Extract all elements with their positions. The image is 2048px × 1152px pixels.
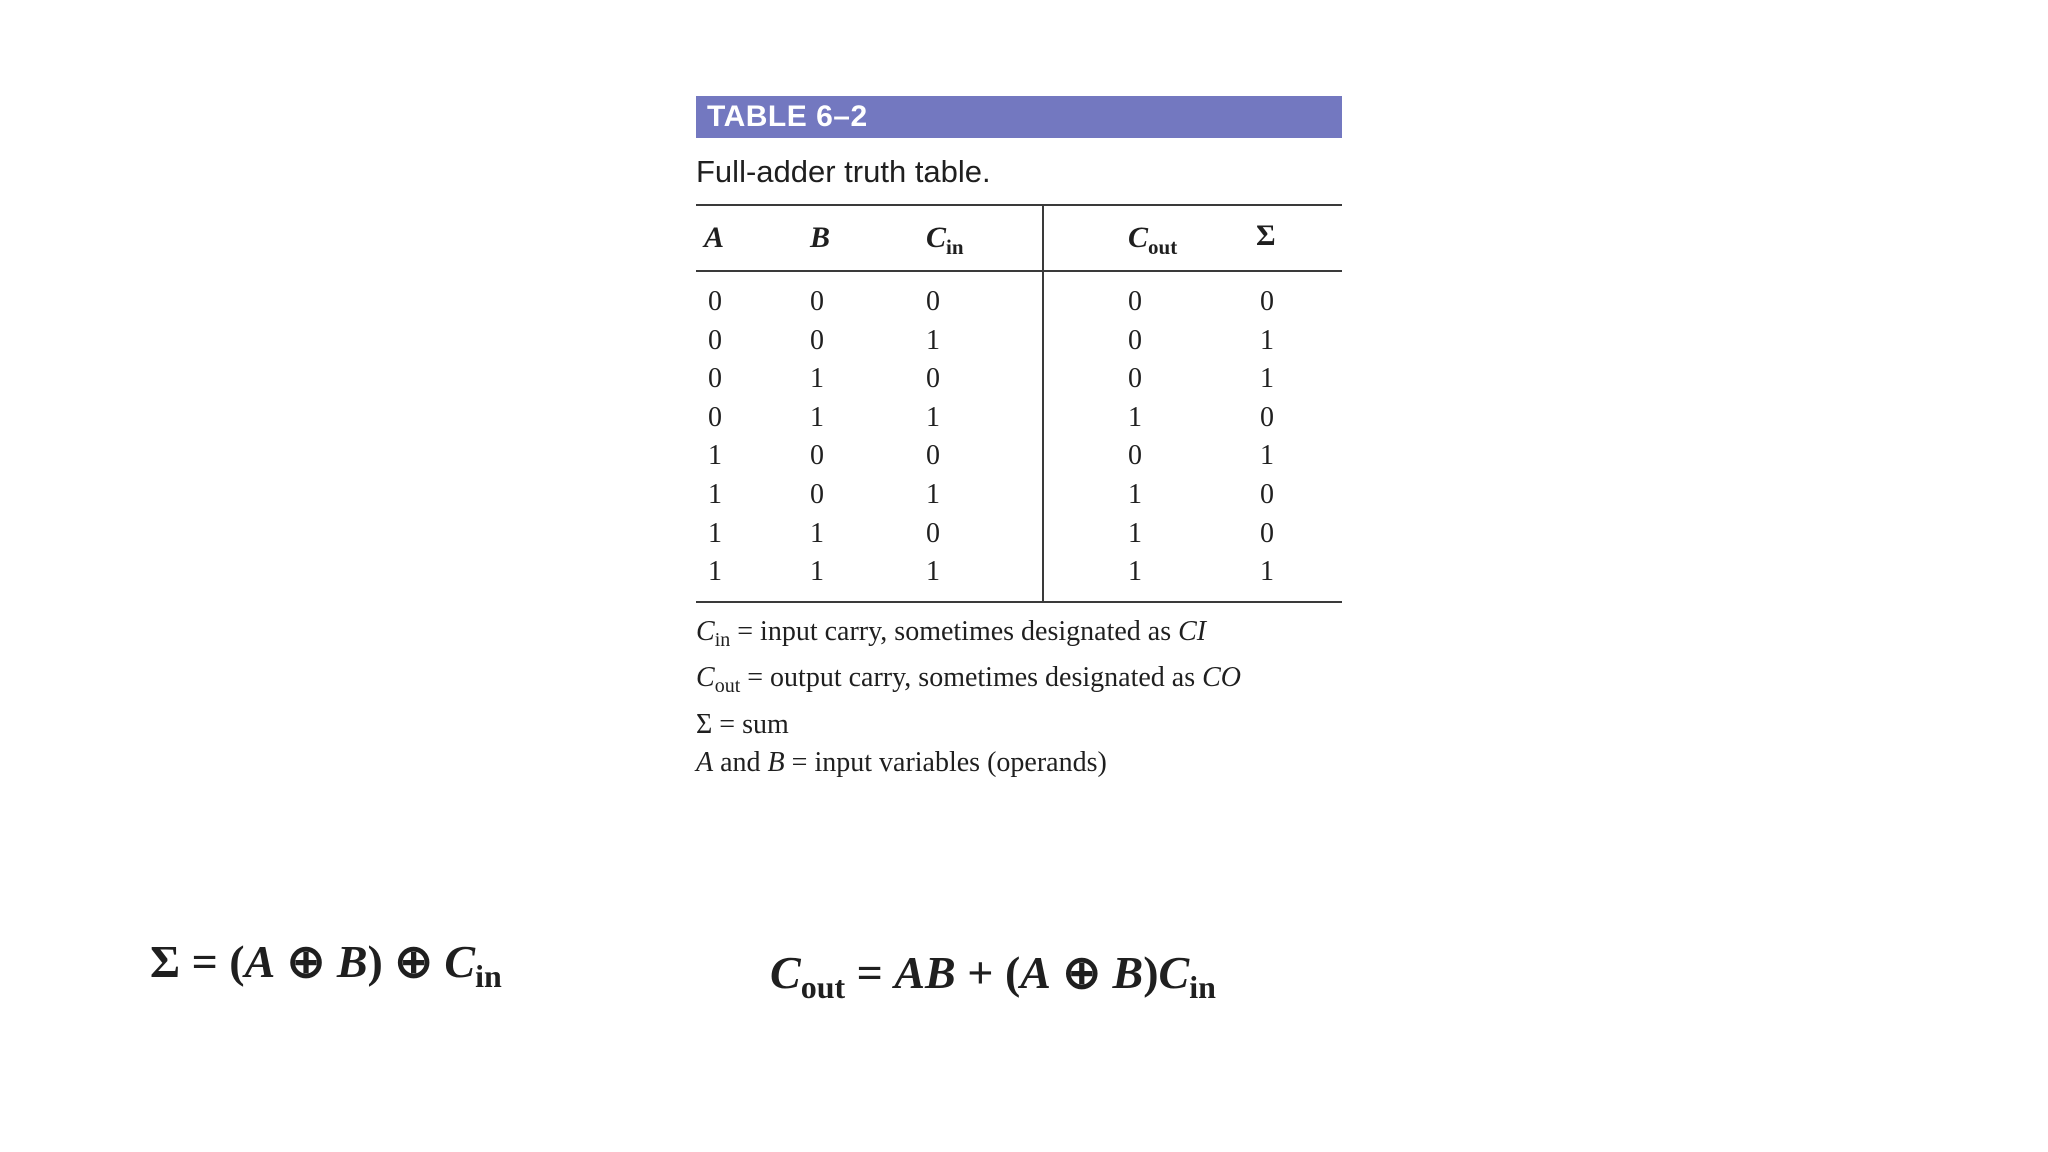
cell-sum: 1 [1260, 324, 1274, 356]
note-ab [696, 744, 1342, 783]
cell-b: 1 [810, 517, 824, 549]
table-header-row [696, 206, 1342, 270]
cell-cout: 1 [1128, 478, 1142, 510]
cell-cout: 1 [1128, 401, 1142, 433]
sum-formula-eq: = ( [180, 936, 245, 987]
cell-sum: 0 [1260, 401, 1274, 433]
sum-formula-b: B [336, 936, 368, 987]
header-b: B [810, 221, 831, 254]
cell-b: 1 [810, 401, 824, 433]
header-cout-base: C [1128, 221, 1149, 254]
carry-formula-c2: C [1158, 947, 1190, 998]
truth-table-figure [696, 96, 1342, 783]
header-sum: Σ [1256, 219, 1276, 252]
header-a: A [704, 221, 725, 254]
cell-sum: 0 [1260, 517, 1274, 549]
carry-formula-c: C [770, 947, 801, 998]
cell-b: 0 [810, 286, 824, 317]
sum-formula-sub: in [475, 958, 502, 994]
cell-cin: 1 [926, 324, 940, 356]
cell-cin: 0 [926, 440, 940, 472]
note-sum-symbol: Σ [696, 708, 713, 740]
truth-table [696, 206, 1342, 601]
note-cin-sub: in [714, 628, 731, 651]
carry-formula-sub2: in [1189, 969, 1216, 1005]
cell-cin: 0 [926, 363, 940, 395]
cell-cin: 0 [926, 286, 940, 317]
note-cin-eq: = [730, 615, 761, 647]
cell-cout: 0 [1128, 440, 1142, 472]
note-ab-text: input variables (operands) [814, 747, 1107, 779]
cell-cin: 0 [926, 517, 940, 549]
sum-formula-close: ) ⊕ [367, 936, 445, 987]
cell-cout: 0 [1128, 324, 1142, 356]
table-row [696, 554, 1342, 593]
carry-formula [770, 945, 1216, 1006]
table-row [696, 438, 1342, 477]
table-row [696, 516, 1342, 555]
cell-a: 0 [708, 286, 722, 317]
note-ab-eq: = [784, 747, 815, 779]
note-sum-text: sum [742, 708, 789, 740]
carry-formula-a: A [1020, 947, 1051, 998]
header-cin-base: C [926, 221, 947, 254]
note-ab-b: B [767, 747, 785, 779]
cell-sum: 0 [1260, 286, 1274, 317]
table-row [696, 477, 1342, 516]
cell-cout: 1 [1128, 517, 1142, 549]
cell-cout: 1 [1128, 556, 1142, 588]
note-cout-symbol: C [696, 662, 715, 694]
table-bottom-rule [696, 601, 1342, 603]
carry-formula-b: B [1112, 947, 1144, 998]
note-cout-text: output carry, sometimes designated as [770, 662, 1203, 694]
note-cin [696, 613, 1342, 660]
note-cin-tail: CI [1178, 615, 1207, 647]
cell-sum: 1 [1260, 363, 1274, 395]
header-cin-sub: in [946, 235, 964, 259]
note-cout-tail: CO [1202, 662, 1242, 694]
table-row [696, 323, 1342, 362]
cell-cout: 0 [1128, 286, 1142, 317]
cell-a: 1 [708, 517, 722, 549]
cell-b: 0 [810, 324, 824, 356]
table-row [696, 400, 1342, 439]
sum-formula [150, 934, 502, 995]
cell-b: 0 [810, 440, 824, 472]
cell-a: 1 [708, 478, 722, 510]
cell-a: 1 [708, 440, 722, 472]
carry-formula-xor: ⊕ [1050, 947, 1113, 998]
note-cout-sub: out [714, 675, 741, 698]
note-cin-symbol: C [696, 615, 715, 647]
note-cin-text: input carry, sometimes designated as [760, 615, 1179, 647]
note-ab-a: A [696, 747, 714, 779]
sum-formula-xor: ⊕ [275, 936, 337, 987]
cell-a: 0 [708, 363, 722, 395]
sum-formula-sigma: Σ [150, 936, 181, 987]
table-notes [696, 613, 1342, 783]
carry-formula-close: ) [1143, 947, 1159, 998]
carry-formula-ab: AB [894, 947, 956, 998]
note-ab-and: and [713, 747, 768, 779]
cell-b: 0 [810, 478, 824, 510]
table-banner: TABLE 6–2 [696, 96, 1342, 138]
sum-formula-a: A [244, 936, 276, 987]
note-sum [696, 706, 1342, 745]
carry-formula-eq: = [845, 947, 895, 998]
cell-a: 0 [708, 401, 722, 433]
cell-b: 1 [810, 556, 824, 588]
cell-sum: 0 [1260, 478, 1274, 510]
table-caption: Full-adder truth table. [696, 154, 991, 189]
cell-a: 1 [708, 556, 722, 588]
carry-formula-plus: + ( [955, 947, 1021, 998]
cell-cin: 1 [926, 401, 940, 433]
carry-formula-sub: out [800, 969, 846, 1005]
cell-a: 0 [708, 324, 722, 356]
cell-cin: 1 [926, 478, 940, 510]
header-cout-sub: out [1148, 235, 1178, 259]
note-sum-eq: = [712, 708, 743, 740]
cell-sum: 1 [1260, 556, 1274, 588]
header-cout [1128, 221, 1177, 260]
table-row [696, 284, 1342, 323]
cell-cin: 1 [926, 556, 940, 588]
cell-b: 1 [810, 363, 824, 395]
header-cin [926, 221, 964, 260]
cell-sum: 1 [1260, 440, 1274, 472]
note-cout-eq: = [740, 662, 771, 694]
table-body [696, 272, 1342, 601]
cell-cout: 0 [1128, 363, 1142, 395]
note-cout [696, 659, 1342, 706]
sum-formula-c: C [444, 936, 476, 987]
table-row [696, 361, 1342, 400]
